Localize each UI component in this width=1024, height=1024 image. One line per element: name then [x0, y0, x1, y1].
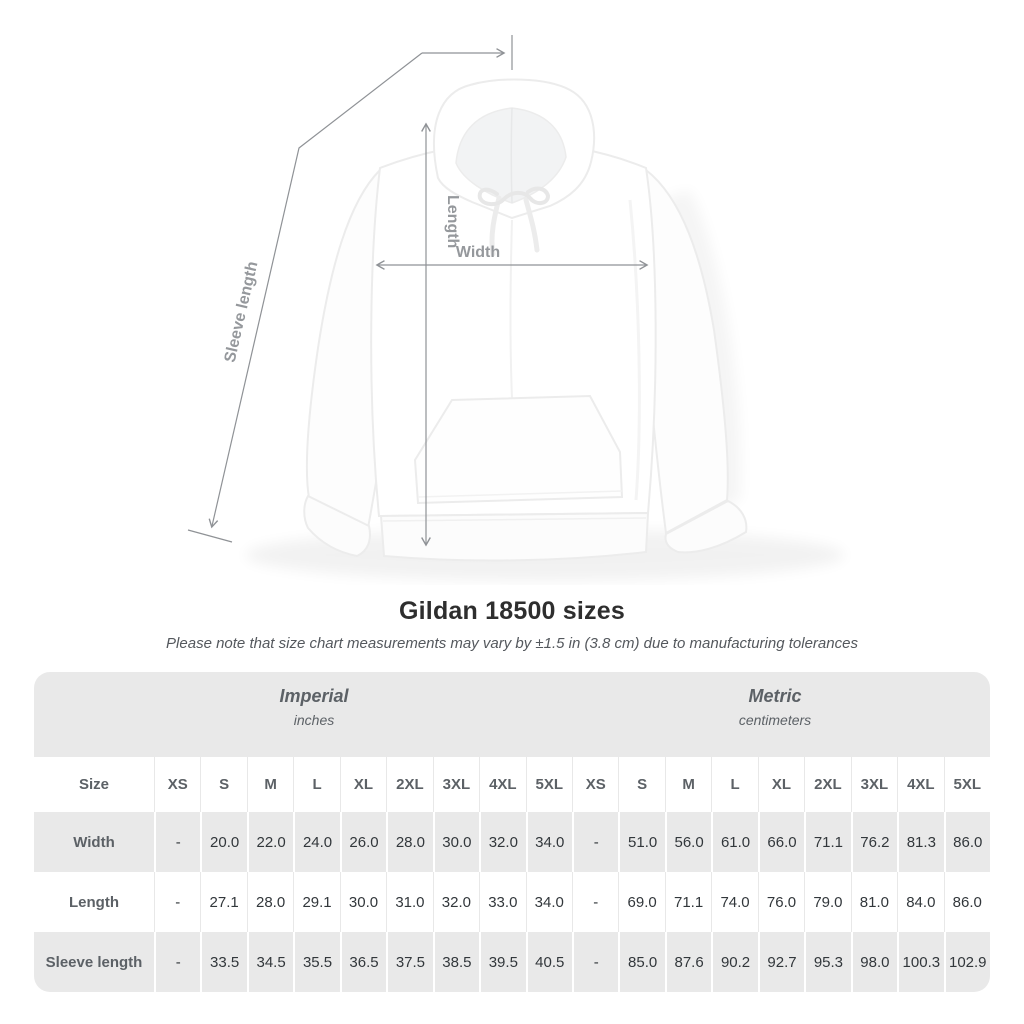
value-cell-metric: 76.0	[758, 872, 804, 932]
value-cell-imperial: 27.1	[200, 872, 246, 932]
value-cell-imperial: 30.0	[340, 872, 386, 932]
value-cell-imperial: -	[154, 932, 200, 992]
value-cell-imperial: 40.5	[526, 932, 572, 992]
value-cell-imperial: 32.0	[479, 812, 525, 872]
size-header-metric: XS	[572, 757, 618, 812]
value-cell-imperial: 31.0	[386, 872, 432, 932]
imperial-label: Imperial	[279, 686, 349, 706]
size-table	[34, 672, 990, 992]
value-cell-metric: 81.0	[851, 872, 897, 932]
value-cell-metric: 69.0	[618, 872, 664, 932]
value-cell-imperial: 32.0	[433, 872, 479, 932]
value-cell-metric: -	[572, 932, 618, 992]
value-cell-imperial: 26.0	[340, 812, 386, 872]
value-cell-metric: 86.0	[944, 812, 990, 872]
value-cell-imperial: 37.5	[386, 932, 432, 992]
tolerance-note: Please note that size chart measurements may vary by ±1.5 in (3.8 cm) due to manufacturing tolerances	[166, 635, 858, 652]
value-cell-metric: 102.9	[944, 932, 990, 992]
metric-label: Metric	[748, 686, 802, 706]
row-header: Length	[34, 872, 154, 932]
value-cell-imperial: 34.0	[526, 872, 572, 932]
value-cell-metric: 81.3	[897, 812, 943, 872]
value-cell-imperial: 34.5	[247, 932, 293, 992]
value-cell-metric: 79.0	[804, 872, 850, 932]
size-grid	[34, 757, 990, 992]
value-cell-metric: 98.0	[851, 932, 897, 992]
hoodie-pocket	[415, 396, 622, 503]
size-header-metric: 2XL	[804, 757, 850, 812]
value-cell-metric: 85.0	[618, 932, 664, 992]
value-cell-imperial: 29.1	[293, 872, 339, 932]
unit-header-band	[34, 672, 990, 757]
value-cell-imperial: -	[154, 872, 200, 932]
size-header-imperial: S	[200, 757, 246, 812]
size-header-imperial: L	[293, 757, 339, 812]
imperial-unit: inches	[293, 712, 335, 728]
length-label: Length	[444, 195, 461, 249]
value-cell-imperial: 33.0	[479, 872, 525, 932]
value-cell-metric: 56.0	[665, 812, 711, 872]
value-cell-imperial: 22.0	[247, 812, 293, 872]
value-cell-metric: 71.1	[665, 872, 711, 932]
size-header-imperial: M	[247, 757, 293, 812]
value-cell-imperial: -	[154, 812, 200, 872]
value-cell-metric: 71.1	[804, 812, 850, 872]
value-cell-metric: 95.3	[804, 932, 850, 992]
value-cell-imperial: 36.5	[340, 932, 386, 992]
size-header-metric: 3XL	[851, 757, 897, 812]
size-header-imperial: 4XL	[479, 757, 525, 812]
value-cell-imperial: 20.0	[200, 812, 246, 872]
size-header-metric: S	[618, 757, 664, 812]
metric-unit-header	[739, 686, 811, 728]
size-header-metric: XL	[758, 757, 804, 812]
size-header-imperial: 5XL	[526, 757, 572, 812]
value-cell-metric: 86.0	[944, 872, 990, 932]
value-cell-imperial: 28.0	[386, 812, 432, 872]
width-label: Width	[455, 244, 501, 261]
sleeve-length-label: Sleeve length	[221, 259, 262, 365]
page-title: Gildan 18500 sizes	[399, 597, 625, 625]
size-column-header: Size	[34, 757, 154, 812]
value-cell-metric: 76.2	[851, 812, 897, 872]
size-header-imperial: XL	[340, 757, 386, 812]
value-cell-metric: 87.6	[665, 932, 711, 992]
size-header-imperial: 2XL	[386, 757, 432, 812]
value-cell-metric: 92.7	[758, 932, 804, 992]
metric-unit: centimeters	[738, 712, 812, 728]
value-cell-imperial: 24.0	[293, 812, 339, 872]
imperial-unit-header	[279, 686, 348, 728]
value-cell-metric: -	[572, 812, 618, 872]
size-header-imperial: 3XL	[433, 757, 479, 812]
value-cell-metric: 100.3	[897, 932, 943, 992]
value-cell-metric: 61.0	[711, 812, 757, 872]
value-cell-metric: 66.0	[758, 812, 804, 872]
value-cell-metric: 51.0	[618, 812, 664, 872]
value-cell-imperial: 33.5	[200, 932, 246, 992]
size-header-metric: 5XL	[944, 757, 990, 812]
value-cell-metric: -	[572, 872, 618, 932]
row-header: Width	[34, 812, 154, 872]
value-cell-imperial: 30.0	[433, 812, 479, 872]
value-cell-imperial: 39.5	[479, 932, 525, 992]
size-header-metric: L	[711, 757, 757, 812]
value-cell-metric: 84.0	[897, 872, 943, 932]
size-header-imperial: XS	[154, 757, 200, 812]
value-cell-imperial: 28.0	[247, 872, 293, 932]
hoodie-hem	[381, 513, 648, 561]
size-header-metric: 4XL	[897, 757, 943, 812]
value-cell-metric: 90.2	[711, 932, 757, 992]
value-cell-imperial: 35.5	[293, 932, 339, 992]
value-cell-imperial: 38.5	[433, 932, 479, 992]
value-cell-metric: 74.0	[711, 872, 757, 932]
size-header-metric: M	[665, 757, 711, 812]
value-cell-imperial: 34.0	[526, 812, 572, 872]
row-header: Sleeve length	[34, 932, 154, 992]
